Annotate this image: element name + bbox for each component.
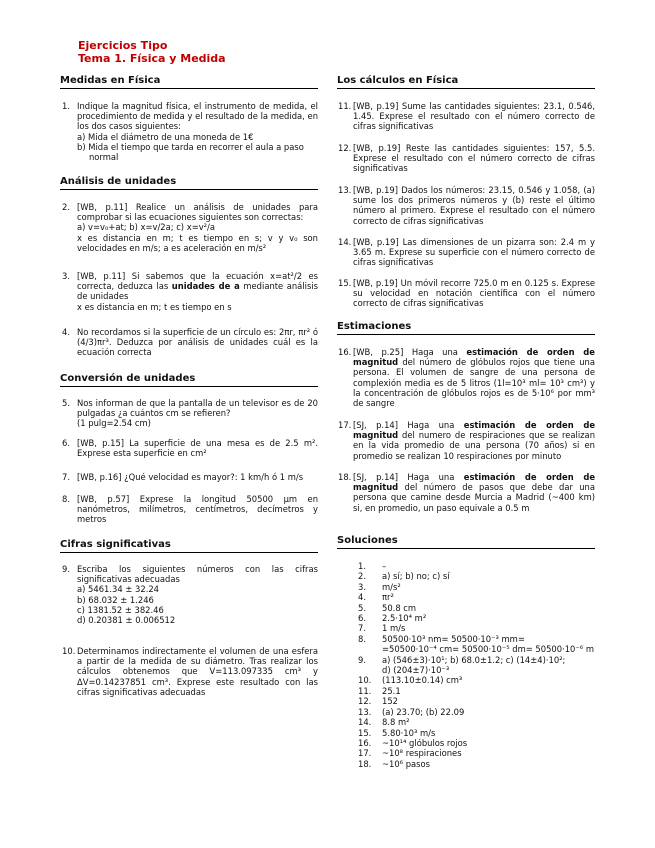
solution-row bbox=[358, 655, 594, 665]
exercise-text: Nos informan de que la pantalla de un televisor es de 20 pulgadas ¿a cuántos cm se refieren? bbox=[77, 398, 318, 419]
section-heading-soluciones: Soluciones bbox=[337, 535, 595, 549]
exercise-11 bbox=[338, 101, 595, 132]
solutions-list bbox=[358, 561, 594, 769]
exercise-text: [WB, p.19] Reste las cantidades siguientes: 157, 5.5. Exprese el resultado con el número correcto de cifras significativas bbox=[353, 143, 595, 174]
exercise-7 bbox=[62, 472, 318, 482]
exercise-17 bbox=[338, 420, 595, 461]
solution-row bbox=[358, 634, 594, 644]
solution-number: 17. bbox=[358, 748, 372, 759]
exercise-text: [WB, p.25] Haga una bbox=[353, 347, 458, 357]
exercise-text: [WB, p.57] Exprese la longitud 50500 µm en nanómetros, milímetros, centímetros, decímetros y metros bbox=[77, 494, 318, 525]
solution-row bbox=[358, 613, 594, 623]
exercise-text: del número de pasos que debe dar una persona que camine desde Murcia a Madrid (~400 km) si, en promedio, un paso equivale a 0.5 m bbox=[353, 482, 595, 513]
exercise-2 bbox=[62, 202, 318, 253]
exercise-number: 2. bbox=[62, 202, 70, 212]
solution-value: d) (204±7)·10⁻³ bbox=[382, 665, 450, 676]
exercise-13 bbox=[338, 185, 595, 226]
exercise-number: 11. bbox=[338, 101, 352, 111]
solution-value: ~10⁶ pasos bbox=[382, 758, 430, 769]
exercise-number: 12. bbox=[338, 143, 352, 153]
exercise-number: 16. bbox=[338, 347, 352, 357]
solution-row bbox=[358, 592, 594, 602]
exercise-equations: a) v=v₀+at; b) x=v/2a; c) x=v²/a bbox=[77, 222, 215, 233]
solution-row bbox=[358, 665, 594, 675]
solution-number: 3. bbox=[358, 581, 366, 592]
exercise-text: Escriba los siguientes números con las cifras significativas adecuadas bbox=[77, 564, 318, 585]
exercise-1 bbox=[62, 101, 318, 162]
exercise-16 bbox=[338, 347, 595, 408]
exercise-number: 7. bbox=[62, 472, 70, 482]
exercise-highlight: estimación de orden de magnitud bbox=[353, 472, 595, 493]
solution-value: 2.5·10⁴ m² bbox=[382, 613, 427, 624]
solution-value: 50500·10³ nm= 50500·10⁻³ mm= bbox=[382, 633, 525, 644]
solution-number: 8. bbox=[358, 633, 366, 644]
exercise-number: 18. bbox=[338, 472, 352, 482]
solution-value: (113.10±0.14) cm³ bbox=[382, 675, 463, 686]
solution-row bbox=[358, 603, 594, 613]
solution-row bbox=[358, 759, 594, 769]
solution-value: 25.1 bbox=[382, 685, 401, 696]
solution-value: =50500·10⁻⁴ cm= 50500·10⁻⁵ dm= 50500·10⁻⁶ m bbox=[382, 644, 594, 655]
exercise-text: [SJ, p.14] Haga una bbox=[353, 472, 455, 482]
solution-value: ~10⁸ respiraciones bbox=[382, 748, 462, 759]
exercise-3 bbox=[62, 271, 318, 312]
solution-number: 11. bbox=[358, 685, 372, 696]
solution-value: a) (546±3)·10¹; b) 68.0±1.2; c) (14±4)·10²; bbox=[382, 654, 566, 665]
exercise-highlight: estimación de orden de magnitud bbox=[353, 420, 595, 441]
solution-row bbox=[358, 738, 594, 748]
exercise-text: [WB, p.19] Dados los números: 23.15, 0.546 y 1.058, (a) sume los dos primeros números y (b) reste el último número al primero. Exprese el resultado con el número correcto de cifras significativas bbox=[353, 185, 595, 226]
exercise-text: [WB, p.11] Si sabemos que la ecuación x=at²/2 es correcta, deduzca las bbox=[77, 271, 318, 292]
solution-number: 15. bbox=[358, 727, 372, 738]
exercise-text: [WB, p.11] Realice un análisis de unidades para comprobar si las ecuaciones siguientes son correctas: bbox=[77, 202, 318, 223]
solution-row bbox=[358, 675, 594, 685]
solution-number: 2. bbox=[358, 571, 366, 582]
section-heading-cifras: Cifras significativas bbox=[60, 539, 318, 553]
exercise-text: [WB, p.19] Las dimensiones de un pizarra son: 2.4 m y 3.65 m. Exprese su superficie con el número correcto de cifras significativas bbox=[353, 237, 595, 268]
exercise-subitem: a) 5461.34 ± 32.24 bbox=[77, 584, 160, 595]
solution-value: – bbox=[382, 561, 387, 571]
solution-number: 9. bbox=[358, 654, 366, 665]
solution-number: 6. bbox=[358, 613, 366, 624]
solution-value: 8.8 m² bbox=[382, 717, 410, 728]
exercise-note: (1 pulg=2.54 cm) bbox=[77, 418, 151, 429]
solution-value: 1 m/s bbox=[382, 623, 406, 634]
exercise-text: mediante análisis de unidades bbox=[77, 281, 319, 302]
section-heading-estimaciones: Estimaciones bbox=[337, 321, 595, 335]
solution-row bbox=[358, 686, 594, 696]
exercise-subitem: d) 0.20381 ± 0.006512 bbox=[77, 615, 176, 626]
exercise-text: [SJ, p.14] Haga una bbox=[353, 420, 455, 430]
solution-number: 7. bbox=[358, 623, 366, 634]
solution-number: 14. bbox=[358, 717, 372, 728]
solution-value: (a) 23.70; (b) 22.09 bbox=[382, 706, 465, 717]
exercise-number: 6. bbox=[62, 438, 70, 448]
solution-number: 10. bbox=[358, 675, 372, 686]
exercise-text: [WB, p.19] Un móvil recorre 725.0 m en 0.125 s. Exprese su velocidad en notación científica con el número correcto de cifras significativas bbox=[353, 278, 595, 309]
solution-value: m/s² bbox=[382, 581, 401, 592]
solution-row bbox=[358, 728, 594, 738]
solution-row bbox=[358, 561, 594, 571]
exercise-text: del número de glóbulos rojos que tiene una persona. El volumen de sangre de una persona de complexión media es de 5 litros (1l=10³ ml= 10³ cm³) y la concentración de glóbulos rojos es de 5·10⁶ por mm³ de sangre bbox=[353, 357, 595, 409]
exercise-text: Indique la magnitud física, el instrumento de medida, el procedimiento de medida y el resultado de la medida, en los dos casos siguientes: bbox=[77, 101, 318, 132]
exercise-number: 10. bbox=[62, 646, 76, 656]
exercise-highlight: estimación de orden de magnitud bbox=[353, 347, 595, 368]
solution-value: ~10¹⁴ glóbulos rojos bbox=[382, 737, 468, 748]
exercise-subitem: c) 1381.52 ± 382.46 bbox=[77, 604, 164, 615]
exercise-number: 13. bbox=[338, 185, 352, 195]
solution-row bbox=[358, 717, 594, 727]
exercise-text: [WB, p.16] ¿Qué velocidad es mayor?: 1 km/h ó 1 m/s bbox=[77, 472, 304, 482]
section-heading-analisis: Análisis de unidades bbox=[60, 176, 318, 190]
exercise-note: x es distancia en m; t es tiempo en s; v y v₀ son velocidades en m/s; a es aceleración en m/s² bbox=[77, 232, 318, 253]
section-heading-calculos: Los cálculos en Física bbox=[337, 75, 595, 89]
exercise-number: 3. bbox=[62, 271, 70, 281]
solution-number: 18. bbox=[358, 758, 372, 769]
exercise-text: [WB, p.15] La superficie de una mesa es de 2.5 m². Exprese esta superficie en cm² bbox=[77, 438, 318, 459]
exercise-12 bbox=[338, 143, 595, 174]
solution-row bbox=[358, 571, 594, 581]
exercise-number: 1. bbox=[62, 101, 70, 111]
solution-number: 4. bbox=[358, 592, 366, 603]
solution-value: 50.8 cm bbox=[382, 602, 417, 613]
exercise-text: No recordamos si la superficie de un círculo es: 2πr, πr² ó (4/3)πr³. Deduzca por análisis de unidades cuál es la ecuación correcta bbox=[77, 327, 318, 358]
solution-number: 1. bbox=[358, 561, 366, 571]
exercise-number: 14. bbox=[338, 237, 352, 247]
solution-row bbox=[358, 707, 594, 717]
exercise-number: 15. bbox=[338, 278, 352, 288]
solution-value: a) sí; b) no; c) sí bbox=[382, 571, 450, 582]
exercise-subitem: a) Mida el diámetro de una moneda de 1€ bbox=[77, 131, 254, 142]
exercise-text: Determinamos indirectamente el volumen de una esfera a partir de la medida de su diámetro. Tras realizar los cálculos obtenemos que V=113.097335 cm³ y ΔV=0.14237851 cm³. Exprese este resultado con las cifras significativas adecuadas bbox=[77, 646, 318, 697]
exercise-8 bbox=[62, 494, 318, 525]
exercise-text: del numero de respiraciones que se realizan en la vida promedio de una persona (70 años) si en promedio se realizan 10 respiraciones por minuto bbox=[353, 430, 595, 461]
solution-row bbox=[358, 623, 594, 633]
document-subtitle: Tema 1. Física y Medida bbox=[78, 52, 226, 65]
section-heading-medidas: Medidas en Física bbox=[60, 75, 318, 89]
solution-value: 152 bbox=[382, 696, 398, 707]
solution-row bbox=[358, 696, 594, 706]
exercise-number: 9. bbox=[62, 564, 70, 574]
solution-number: 13. bbox=[358, 706, 372, 717]
solution-value: 5.80·10³ m/s bbox=[382, 727, 436, 738]
exercise-subitem: b) Mida el tiempo que tarda en recorrer el aula a paso normal bbox=[77, 141, 304, 163]
exercise-5 bbox=[62, 398, 318, 429]
solution-row bbox=[358, 644, 594, 654]
exercise-highlight: unidades de a bbox=[171, 281, 240, 292]
solution-row bbox=[358, 582, 594, 592]
solution-value: πr² bbox=[382, 592, 394, 603]
solution-number: 16. bbox=[358, 737, 372, 748]
exercise-subitem: b) 68.032 ± 1.246 bbox=[77, 594, 154, 605]
exercise-4 bbox=[62, 327, 318, 358]
exercise-text: [WB, p.19] Sume las cantidades siguientes: 23.1, 0.546, 1.45. Exprese el resultado con el número correcto de cifras significativas bbox=[353, 101, 595, 132]
solution-number: 12. bbox=[358, 696, 372, 707]
section-heading-conversion: Conversión de unidades bbox=[60, 373, 318, 387]
solution-number: 5. bbox=[358, 602, 366, 613]
exercise-9 bbox=[62, 564, 318, 625]
exercise-number: 4. bbox=[62, 327, 70, 337]
exercise-number: 17. bbox=[338, 420, 352, 430]
exercise-15 bbox=[338, 278, 595, 309]
exercise-18 bbox=[338, 472, 595, 513]
exercise-number: 8. bbox=[62, 494, 70, 504]
exercise-14 bbox=[338, 237, 595, 268]
exercise-6 bbox=[62, 438, 318, 458]
exercise-10 bbox=[62, 646, 318, 697]
exercise-number: 5. bbox=[62, 398, 70, 408]
document-title: Ejercicios Tipo bbox=[78, 39, 168, 52]
exercise-note: x es distancia en m; t es tiempo en s bbox=[77, 301, 232, 312]
solution-row bbox=[358, 748, 594, 758]
